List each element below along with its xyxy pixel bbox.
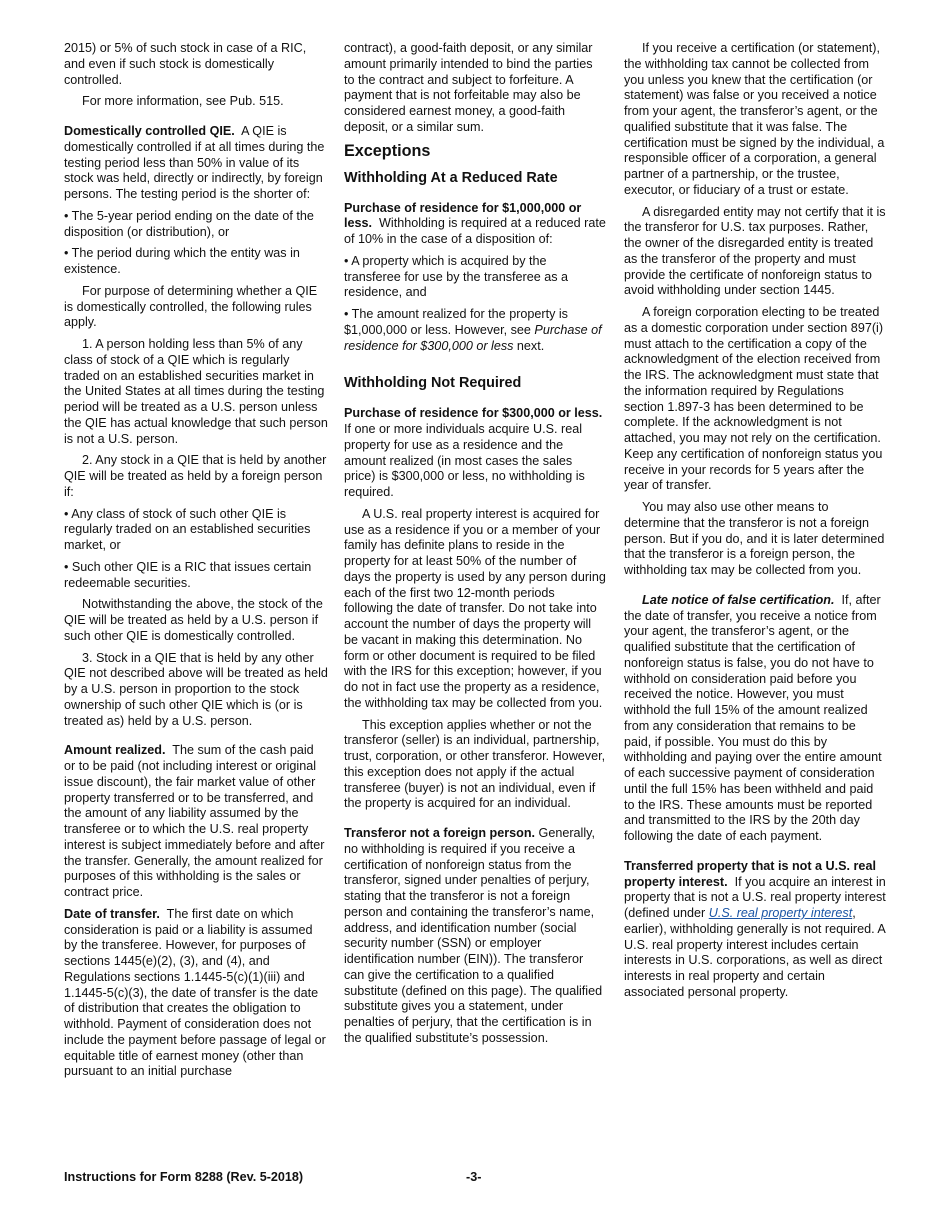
bullet-item: • The period during which the entity was in existence. (64, 246, 300, 276)
paragraph: This exception applies whether or not the transferor (seller) is an individual, partnership, trust, corporation, or other transferor. However, this exception does not apply if the actual transferee (buyer) is not an individual, even if the property is acquired for an individual. (344, 717, 606, 811)
paragraph-purchase-300k (344, 406, 606, 501)
bullet-item: • The 5-year period ending on the date of the disposition (or distribution), or (64, 208, 314, 239)
paragraph-text: A QIE is domestically controlled if at all times during the testing period less than 50% in value of its stock was held, directly or indirectly, by foreign persons. The testing period is the shorter of: (64, 124, 325, 201)
paragraph: For purpose of determining whether a QIE is domestically controlled, the following rules apply. (64, 283, 318, 330)
paragraph: A foreign corporation electing to be treated as a domestic corporation under section 897(i) must attach to the certification a copy of the acknowledgment of the election received from the IRS. The acknowledgment must state that the information required by Regulations section 1.897-3 has been determined to be complete. If the acknowledgment is not attached, you may not rely on the certification. Keep any certification of nonforeign status you receive in your records for 5 years after the year of transfer. (624, 305, 884, 493)
bullet-item: • Any class of stock of such other QIE is regularly traded on an established securities market, or (64, 506, 311, 552)
paragraph-text: The first date on which consideration is paid or a liability is assumed by the transferee. However, for purposes of sections 1445(e)(2), (3), and (4), and Regulations sections 1.1445-5(c)(1)(iii) and 1.1445-5(c)(3), the date of transfer is the date of distribution that creates the obligation to withhold. Payment of consideration does not include the payment before passage of legal or equitable title of earnest money (other than pursuant to an initial purchase (64, 906, 326, 1079)
paragraph-text: The sum of the cash paid or to be paid (not including interest or original issue discount), the fair market value of other property transferred or to be transferred, and the amount of any liability assumed by the transferee or to which the U.S. real property interest is subject immediately before and after the transfer. Generally, the amount realized for purposes of this withholding is the sales or contract price. (64, 743, 325, 899)
bullet-text: • The amount realized for the property is $1,000,000 or less. However, see (344, 307, 568, 337)
run-in-heading: Date of transfer. (64, 906, 160, 921)
paragraph: 3. Stock in a QIE that is held by any other QIE not described above will be treated as held by a U.S. person in proportion to the stock ownership of such other QIE which is (or is treated as) held by a U.S. person. (64, 650, 328, 728)
paragraph-transferor-not-foreign (344, 826, 606, 1047)
paragraph: A disregarded entity may not certify that it is the transferor for U.S. tax purposes. Rather, the owner of the disregarded entity is treated as the transferor of the property and must provide the certificate of nonforeign status to avoid withholding under section 1445. (624, 204, 886, 298)
bullet-item: • Such other QIE is a RIC that issues certain redeemable securities. (64, 559, 312, 590)
paragraph: You may also use other means to determine that the transferor is not a foreign person. But if you do, and it is later determined that the transferor is a foreign person, the withholding tax may be collected from you. (624, 500, 885, 577)
page-footer (64, 1170, 886, 1188)
column-1 (64, 41, 328, 1086)
column-3 (624, 41, 886, 1007)
paragraph-amount-realized (64, 743, 328, 901)
run-in-heading: Transferred property that is not a U.S. real property interest. (624, 858, 876, 889)
run-in-heading: Purchase of residence for $300,000 or less. (344, 406, 603, 421)
run-in-heading: Transferor not a foreign person. (344, 826, 536, 840)
paragraph: 2. Any stock in a QIE that is held by another QIE will be treated as held by a foreign person if: (64, 453, 327, 499)
paragraph: For more information, see Pub. 515. (82, 94, 284, 109)
run-in-heading: Purchase of residence for $1,000,000 or less. (344, 200, 582, 231)
subsection-heading-not-required: Withholding Not Required (344, 375, 522, 392)
paragraph-text: Withholding is required at a reduced rate of 10% in the case of a disposition of: (344, 216, 606, 246)
paragraph-text: If you acquire an interest in property that is not a U.S. real property interest (defined under (624, 874, 886, 920)
bullet-item: • A property which is acquired by the transferee for use by the transferee as a residence, and (344, 253, 569, 300)
cross-reference: Purchase of residence for $300,000 or less (344, 322, 602, 353)
paragraph-text: If one or more individuals acquire U.S. real property for use as a residence and the amount realized (in most cases the sales price) is $300,000 or less, no withholding is required. (344, 422, 585, 499)
paragraph: 2015) or 5% of such stock in case of a RIC, and even if such stock is domestically controlled. (64, 41, 307, 87)
run-in-heading: Late notice of false certification. (642, 592, 835, 607)
paragraph-domestically-controlled (64, 124, 328, 203)
paragraph-purchase-1m (344, 201, 606, 248)
paragraph: contract), a good-faith deposit, or any similar amount primarily intended to bind the parties to the contract and subject to forfeiture. A payment that is not forfeitable may also be considered earnest money, a good-faith deposit, or a similar sum. (344, 41, 593, 134)
subsection-heading-reduced-rate: Withholding At a Reduced Rate (344, 169, 558, 186)
bullet-text: next. (516, 338, 545, 353)
paragraph: 1. A person holding less than 5% of any class of stock of a QIE which is regularly traded on an established securities market in the United States at all times during the testing period will be treated as a U.S. person unless the QIE has actual knowledge that such person is not a U.S. person. (64, 337, 328, 446)
paragraph: If you receive a certification (or statement), the withholding tax cannot be collected from you unless you knew that the certification (or statement) was false or you received a notice from your agent, the transferor’s agent, or the qualified substitute that it was false. The certification must be signed by the individual, a responsible officer of a corporation, a general partner of a partnership, or the trustee, executor, or fiduciary of a trust or estate. (624, 41, 885, 197)
paragraph-text: Generally, no withholding is required if you receive a certification of nonforeign status from the transferor, signed under penalties of perjury, stating that the transferor is not a foreign person and containing the transferor’s name, address, and identification number (social security number (SSN) or employer identification number (EIN)). The transferor can give the certification to a qualified substitute (defined on this page). The qualified substitute gives you a statement, under penalties of perjury, that the certification is in the qualified substitute’s possession. (344, 826, 603, 1045)
paragraph-text: If, after the date of transfer, you receive a notice from your agent, the transferor’s agent, or the qualified substitute that the certification of nonforeign status is false, you do not have to withhold on consideration paid before you received the notice. However, you must withhold the full 15% of the amount realized from any consideration that remains to be paid, if possible. You must do this by withholding and paying over the entire amount of each successive payment of consideration until the full 15% has been withheld and paid to the IRS. These amounts must be reported and transmitted to the IRS by the 20th day following the date of each payment. (624, 592, 882, 843)
page-number: -3- (466, 1170, 482, 1184)
paragraph-date-of-transfer (64, 907, 328, 1080)
us-real-property-interest-link[interactable]: U.S. real property interest (708, 906, 853, 920)
column-2 (344, 41, 606, 1053)
paragraph: A U.S. real property interest is acquired for use as a residence if you or a member of your family has definite plans to reside in the property for at least 50% of the number of days the property is used by any person during each of the first two 12-month periods following the date of transfer. Do not take into account the number of days the property will be vacant in making this determination. No form or other document is required to be filed with the IRS for this exception; however, if you do not in fact use the property as a residence, the withholding tax may be collected from you. (344, 506, 606, 710)
paragraph: Notwithstanding the above, the stock of the QIE will be treated as held by a U.S. person if such other QIE is domestically controlled. (64, 597, 323, 643)
section-heading-exceptions: Exceptions (344, 141, 431, 160)
run-in-heading: Domestically controlled QIE. (64, 124, 235, 138)
run-in-heading: Amount realized. (64, 743, 166, 758)
form-title: Instructions for Form 8288 (Rev. 5-2018) (64, 1170, 304, 1184)
paragraph-transferred-property (624, 859, 886, 1001)
bullet-item (344, 307, 606, 354)
paragraph-late-notice (624, 593, 886, 845)
paragraph-text: , earlier), withholding generally is not required. A U.S. real property interest includes certain interests in U.S. corporations, as well as direct interests in real property and certain associated personal property. (624, 906, 886, 999)
